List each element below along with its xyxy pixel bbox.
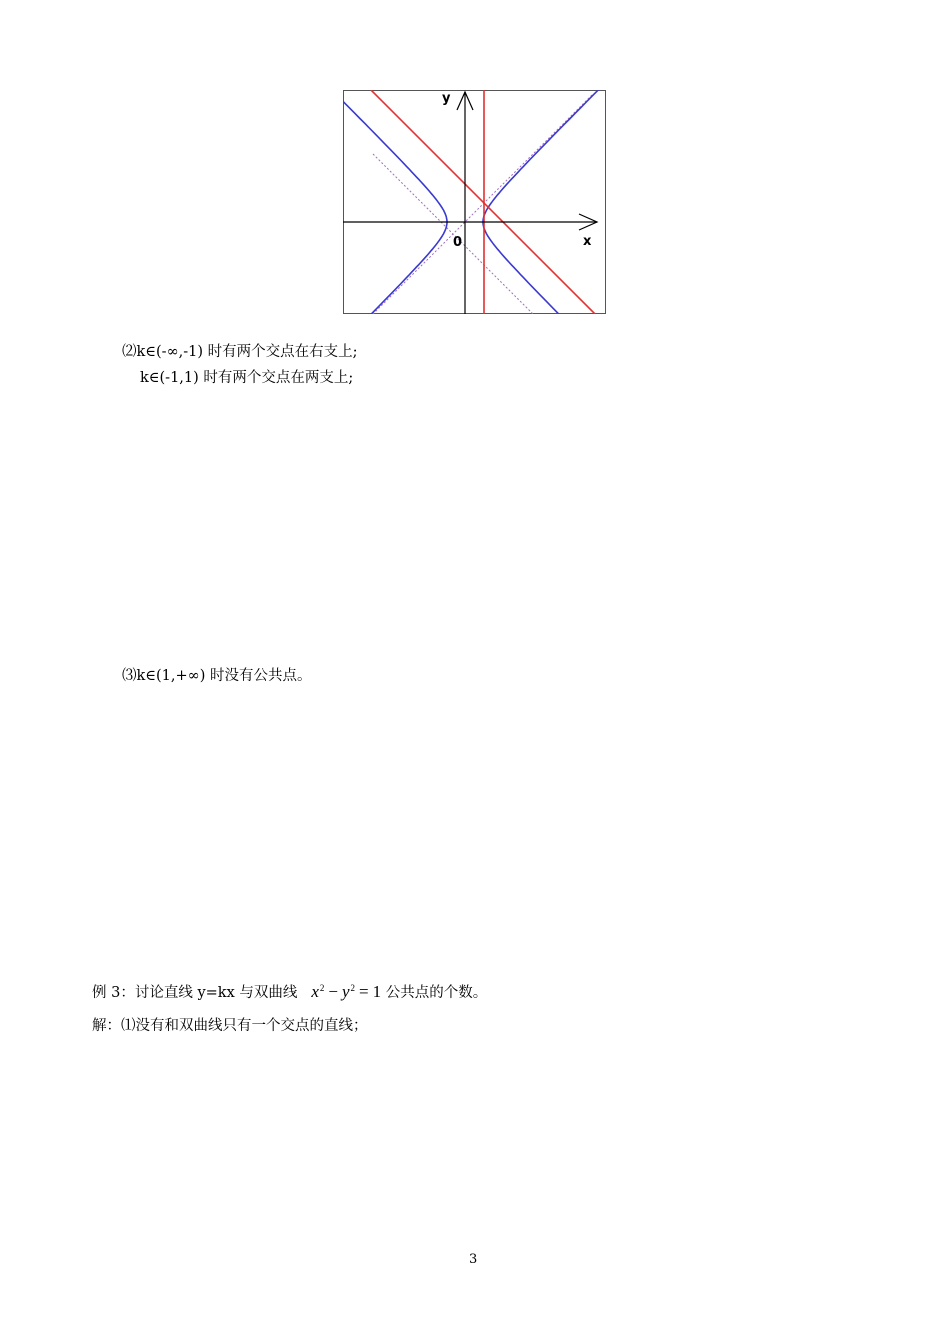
- eq-y: y: [342, 982, 350, 1001]
- case-2-line-2: k∈(-1,1) 时有两个交点在两支上;: [140, 370, 354, 386]
- example-3-suffix: 公共点的个数。: [385, 985, 488, 1001]
- eq-one: 1: [372, 982, 382, 1001]
- figure-frame: [344, 91, 606, 314]
- hyperbola-graph: [343, 90, 606, 314]
- origin-label: 0: [453, 235, 463, 250]
- solution-line: 解：⑴没有和双曲线只有一个交点的直线；: [92, 1018, 368, 1034]
- x-axis-label: x: [583, 234, 592, 249]
- y-axis-label: y: [442, 91, 451, 106]
- case-2-line-1: ⑵k∈(-∞,-1) 时有两个交点在右支上;: [122, 344, 358, 360]
- example-3-prefix: 例 3：讨论直线 y=kx 与双曲线: [92, 985, 298, 1001]
- eq-exp-2: 2: [350, 983, 356, 993]
- case-3-line: ⑶k∈(1,+∞) 时没有公共点。: [122, 668, 312, 684]
- eq-x: x: [311, 982, 319, 1001]
- hyperbola-equation: [311, 982, 381, 1001]
- page-number: 3: [469, 1252, 478, 1267]
- eq-minus: −: [328, 982, 338, 1001]
- eq-exp-1: 2: [319, 983, 325, 993]
- example-3-statement: [92, 979, 487, 1002]
- hyperbola-figure: [343, 90, 606, 314]
- eq-equals: =: [359, 982, 369, 1001]
